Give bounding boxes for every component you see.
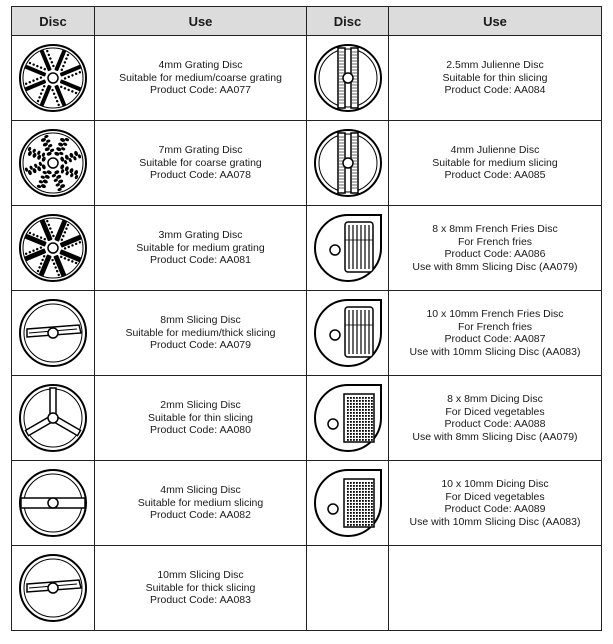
- left-use-cell: [95, 291, 307, 376]
- use-line: 8mm Slicing Disc: [160, 314, 241, 327]
- table-row: [12, 291, 602, 376]
- right-disc-cell: [307, 376, 389, 461]
- use-line: Use with 8mm Slicing Disc (AA079): [412, 260, 578, 273]
- use-line: Product Code: AA089: [444, 503, 546, 515]
- use-line: Suitable for medium grating: [136, 241, 265, 254]
- slicing-disc-4mm-icon: [15, 465, 91, 541]
- left-use-cell: [95, 121, 307, 206]
- use-line: Product Code: AA084: [444, 84, 546, 97]
- french-fries-disc-10mm-icon: [310, 295, 386, 371]
- use-line: Product Code: AA088: [444, 418, 546, 430]
- use-line: For French fries: [457, 235, 533, 248]
- right-use-cell: [389, 206, 602, 291]
- use-line: Suitable for thick slicing: [145, 581, 256, 594]
- use-line: Suitable for medium slicing: [137, 496, 264, 509]
- grating-disc-7mm-icon: [15, 125, 91, 201]
- use-line: Suitable for medium/coarse grating: [119, 71, 282, 84]
- slicing-disc-2mm-icon: [15, 380, 91, 456]
- table-row: [12, 36, 602, 121]
- dicing-disc-8mm-icon: [310, 380, 386, 456]
- table-row: [12, 121, 602, 206]
- right-use-cell: [389, 461, 602, 546]
- right-disc-cell: [307, 121, 389, 206]
- slicing-disc-10mm-icon: [15, 550, 91, 626]
- table-row: [12, 546, 602, 631]
- french-fries-disc-8mm-icon: [310, 210, 386, 286]
- use-line: For Diced vegetables: [445, 405, 545, 418]
- use-line: Product Code: AA079: [150, 339, 251, 352]
- use-line: 8 x 8mm French Fries Disc: [432, 223, 558, 235]
- use-line: 3mm Grating Disc: [158, 229, 243, 242]
- left-use-cell: [95, 546, 307, 631]
- use-line: 4mm Slicing Disc: [160, 484, 241, 497]
- use-line: Use with 8mm Slicing Disc (AA079): [412, 430, 578, 443]
- use-line: 2.5mm Julienne Disc: [446, 59, 544, 72]
- use-line: Suitable for medium/thick slicing: [125, 326, 276, 339]
- right-use-cell: [389, 546, 602, 631]
- use-line: Suitable for thin slicing: [147, 411, 254, 424]
- header-row: [12, 7, 602, 36]
- left-disc-cell: [12, 546, 95, 631]
- right-use-cell: [389, 376, 602, 461]
- grating-disc-4mm-icon: [15, 40, 91, 116]
- right-disc-cell: [307, 36, 389, 121]
- use-line: Suitable for medium slicing: [432, 156, 558, 169]
- use-line: 2mm Slicing Disc: [160, 399, 241, 412]
- header-use-left: Use: [95, 7, 307, 36]
- use-line: Product Code: AA082: [150, 509, 251, 522]
- table-row: [12, 376, 602, 461]
- grating-disc-3mm-icon: [15, 210, 91, 286]
- header-use-right: Use: [389, 7, 602, 36]
- use-line: Use with 10mm Slicing Disc (AA083): [409, 345, 581, 358]
- use-line: 4mm Grating Disc: [158, 59, 243, 72]
- slicing-disc-8mm-icon: [15, 295, 91, 371]
- use-line: Suitable for coarse grating: [139, 156, 262, 169]
- use-line: Product Code: AA078: [150, 169, 251, 182]
- right-use-cell: [389, 291, 602, 376]
- right-use-cell: [389, 36, 602, 121]
- julienne-disc-2-5mm-icon: [310, 40, 386, 116]
- left-use-cell: [95, 376, 307, 461]
- disc-table: [11, 6, 602, 631]
- table-row: [12, 206, 602, 291]
- use-line: 4mm Julienne Disc: [450, 144, 540, 157]
- left-use-cell: [95, 461, 307, 546]
- left-disc-cell: [12, 461, 95, 546]
- left-disc-cell: [12, 291, 95, 376]
- use-line: Product Code: AA077: [150, 84, 251, 97]
- use-line: 8 x 8mm Dicing Disc: [447, 393, 543, 405]
- right-disc-cell: [307, 291, 389, 376]
- right-use-cell: [389, 121, 602, 206]
- header-disc-right: Disc: [307, 7, 389, 36]
- left-disc-cell: [12, 36, 95, 121]
- left-use-cell: [95, 206, 307, 291]
- left-disc-cell: [12, 121, 95, 206]
- table-row: [12, 461, 602, 546]
- use-line: 7mm Grating Disc: [158, 144, 243, 157]
- use-line: Use with 10mm Slicing Disc (AA083): [409, 515, 581, 528]
- right-disc-cell: [307, 546, 389, 631]
- use-line: Product Code: AA086: [444, 248, 546, 260]
- left-disc-cell: [12, 376, 95, 461]
- use-line: For French fries: [457, 320, 533, 333]
- use-line: Product Code: AA083: [150, 594, 251, 607]
- use-line: Product Code: AA081: [150, 254, 251, 267]
- use-line: Product Code: AA087: [444, 333, 546, 345]
- use-line: Product Code: AA080: [150, 424, 251, 437]
- use-line: 10mm Slicing Disc: [157, 569, 244, 582]
- julienne-disc-4mm-icon: [310, 125, 386, 201]
- right-disc-cell: [307, 206, 389, 291]
- use-line: Product Code: AA085: [444, 169, 546, 182]
- use-line: 10 x 10mm French Fries Disc: [426, 308, 564, 320]
- use-line: 10 x 10mm Dicing Disc: [441, 478, 549, 490]
- right-disc-cell: [307, 461, 389, 546]
- left-use-cell: [95, 36, 307, 121]
- use-line: For Diced vegetables: [445, 490, 545, 503]
- left-disc-cell: [12, 206, 95, 291]
- use-line: Suitable for thin slicing: [442, 71, 548, 84]
- header-disc-left: Disc: [12, 7, 95, 36]
- dicing-disc-10mm-icon: [310, 465, 386, 541]
